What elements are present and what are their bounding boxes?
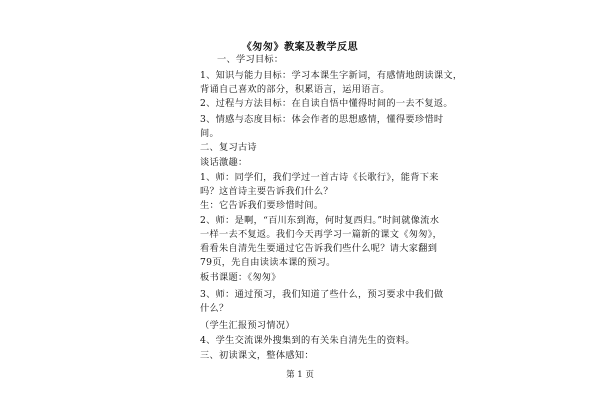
- text-line: 生：它告诉我们要珍惜时间。: [200, 200, 324, 211]
- text-line: 2、师：是啊，“百川东到海，何时复西归。”时间就像流水: [200, 215, 440, 226]
- text-line: 背诵自己喜欢的部分，积累语言，运用语言。: [200, 84, 390, 95]
- text-line: 4、学生交流课外搜集到的有关朱自清先生的资料。: [200, 335, 415, 346]
- text-line: （学生汇报预习情况）: [200, 320, 295, 331]
- text-line: 间。: [200, 128, 219, 139]
- document-title: 《匆匆》教案及教学反思: [241, 42, 359, 53]
- text-line: 什么？: [200, 303, 229, 314]
- section-heading-review-poem: 二、复习古诗: [200, 142, 257, 153]
- text-line: 3、师：通过预习，我们知道了些什么，预习要求中我们做: [200, 289, 444, 300]
- text-line: 一样一去不复返。我们今天再学习一篇新的课文《匆匆》，: [200, 229, 443, 240]
- text-line: 看看朱自清先生要通过它告诉我们些什么呢？请大家翻到: [200, 243, 438, 254]
- text-line: 吗？这首诗主要告诉我们什么？: [200, 186, 333, 197]
- text-line: 谈话激趣：: [200, 157, 248, 168]
- section-heading-learning-goals: 一、学习目标：: [217, 54, 284, 65]
- section-heading-first-reading: 三、初读课文，整体感知：: [200, 350, 314, 361]
- text-line: 1、师：同学们，我们学过一首古诗《长歌行》，能背下来: [200, 172, 439, 183]
- text-line: 2、过程与方法目标：在自读自悟中懂得时间的一去不复返。: [200, 98, 453, 109]
- text-line: 79页，先自由读读本课的预习。: [200, 257, 336, 268]
- page-number: 第 1 页: [286, 370, 314, 380]
- text-line: 3、情感与态度目标：体会作者的思想感情，懂得要珍惜时: [200, 114, 444, 125]
- text-line: 1、知识与能力目标：学习本课生字新词，有感情地朗读课文，: [200, 70, 463, 81]
- text-line: 板书课题：《匆匆》: [200, 272, 281, 283]
